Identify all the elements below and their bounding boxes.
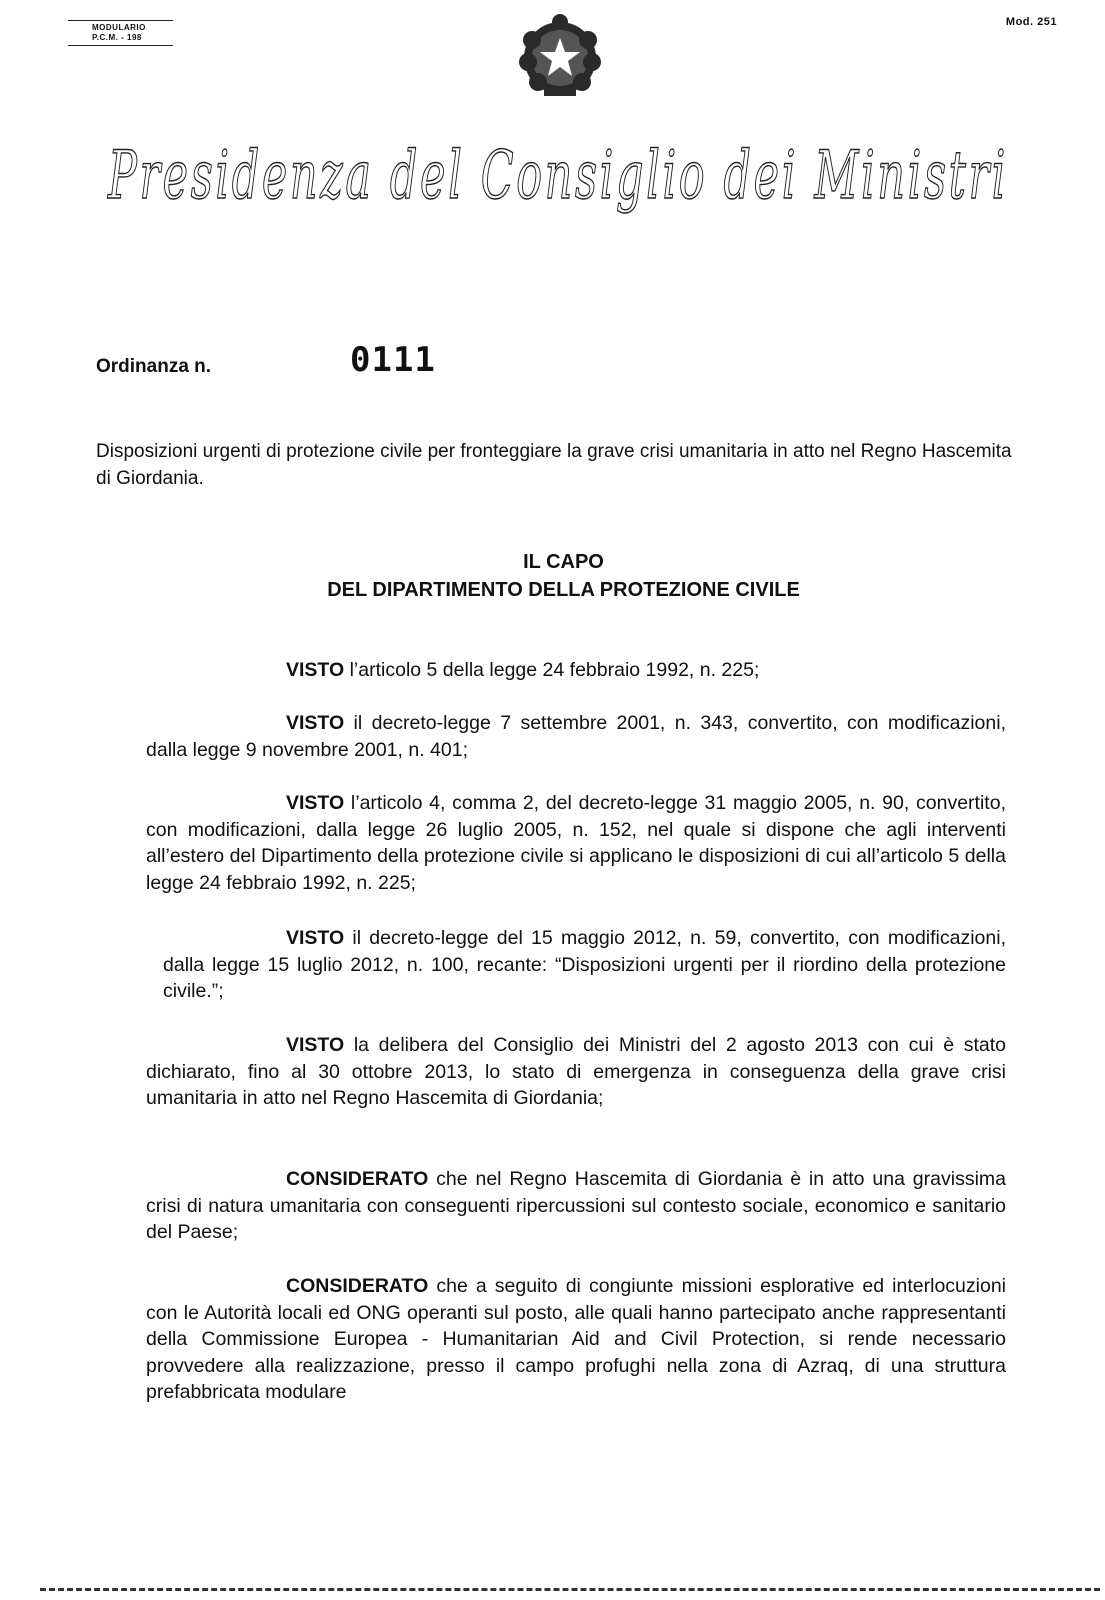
paragraph-text: il decreto-legge 7 settembre 2001, n. 343, convertito, con modificazioni, dalla legge 9 novembre 2001, n. 401; <box>146 712 1006 761</box>
paragraph-keyword: VISTO <box>286 792 345 814</box>
paragraph-keyword: CONSIDERATO <box>286 1275 429 1297</box>
authority-line-2: DEL DIPARTIMENTO DELLA PROTEZIONE CIVILE <box>327 579 800 601</box>
paragraph-text: che nel Regno Hascemita di Giordania è in atto una gravissima crisi di natura umanitaria con conseguenti ripercussioni sul contesto sociale, economico e sanitario del Paese; <box>146 1168 1006 1243</box>
authority-line-1: IL CAPO <box>523 551 604 573</box>
authority-heading <box>96 548 1031 604</box>
preamble-paragraph-4 <box>163 925 1006 1005</box>
ordinance-subject: Disposizioni urgenti di protezione civile per fronteggiare la grave crisi umanitaria in atto nel Regno Hascemita di Giordania. <box>96 441 1012 489</box>
paragraph-keyword: VISTO <box>286 659 345 681</box>
stamp-line-2: P.C.M. - 198 <box>92 33 142 42</box>
preamble-paragraph-3 <box>146 790 1006 896</box>
paragraph-text: che a seguito di congiunte missioni esplorative ed interlocuzioni con le Autorità locali ed ONG operanti sul posto, alle quali hanno partecipato anche rappresentanti della Commissione Europea - Humanitarian Aid and Civil Protection, si rende necessario provvedere alla realizzazione, presso il campo profughi nella zona di Azraq, di una struttura prefabbricata modulare <box>146 1275 1006 1403</box>
paragraph-text: l’articolo 5 della legge 24 febbraio 1992, n. 225; <box>344 659 760 681</box>
paragraph-keyword: VISTO <box>286 1034 345 1056</box>
paragraph-text: il decreto-legge del 15 maggio 2012, n. 59, convertito, con modificazioni, dalla legge 15 luglio 2012, n. 100, recante: “Disposizioni urgenti per il riordino della protezione civile.”; <box>163 927 1006 1002</box>
stamp-rule-top <box>68 20 173 21</box>
preamble-paragraph-1 <box>146 657 1006 684</box>
paragraph-keyword: VISTO <box>286 712 345 734</box>
preamble-paragraph-2 <box>146 710 1006 763</box>
ordinance-number: 0111 <box>350 340 436 380</box>
stamp-rule-bottom <box>68 45 173 46</box>
paragraph-keyword: CONSIDERATO <box>286 1168 429 1190</box>
preamble-paragraph-7 <box>146 1273 1006 1406</box>
bottom-rule <box>40 1588 1100 1591</box>
presidenza-script-title <box>88 118 1028 248</box>
modulario-stamp <box>68 18 173 48</box>
paragraph-keyword: VISTO <box>286 927 345 949</box>
script-title-text: Presidenza del Consiglio dei Ministri <box>107 137 1008 214</box>
preamble-paragraph-6 <box>146 1166 1006 1246</box>
italian-republic-emblem-icon <box>514 10 606 102</box>
stamp-line-1: MODULARIO <box>92 23 146 32</box>
preamble-paragraph-5 <box>146 1032 1006 1112</box>
mod-label: Mod. 251 <box>1005 16 1057 28</box>
paragraph-text: la delibera del Consiglio dei Ministri del 2 agosto 2013 con cui è stato dichiarato, fino al 30 ottobre 2013, lo stato di emergenza in conseguenza della grave crisi umanitaria in atto nel Regno Hascemita di Giordania; <box>146 1034 1006 1109</box>
paragraph-text: l’articolo 4, comma 2, del decreto-legge 31 maggio 2005, n. 90, convertito, con modificazioni, dalla legge 26 luglio 2005, n. 152, nel quale si dispone che agli interventi all’estero del Dipartimento della protezione civile si applicano le disposizioni di cui all’articolo 5 della legge 24 febbraio 1992, n. 225; <box>146 792 1006 894</box>
ordinance-label: Ordinanza n. <box>96 356 212 377</box>
